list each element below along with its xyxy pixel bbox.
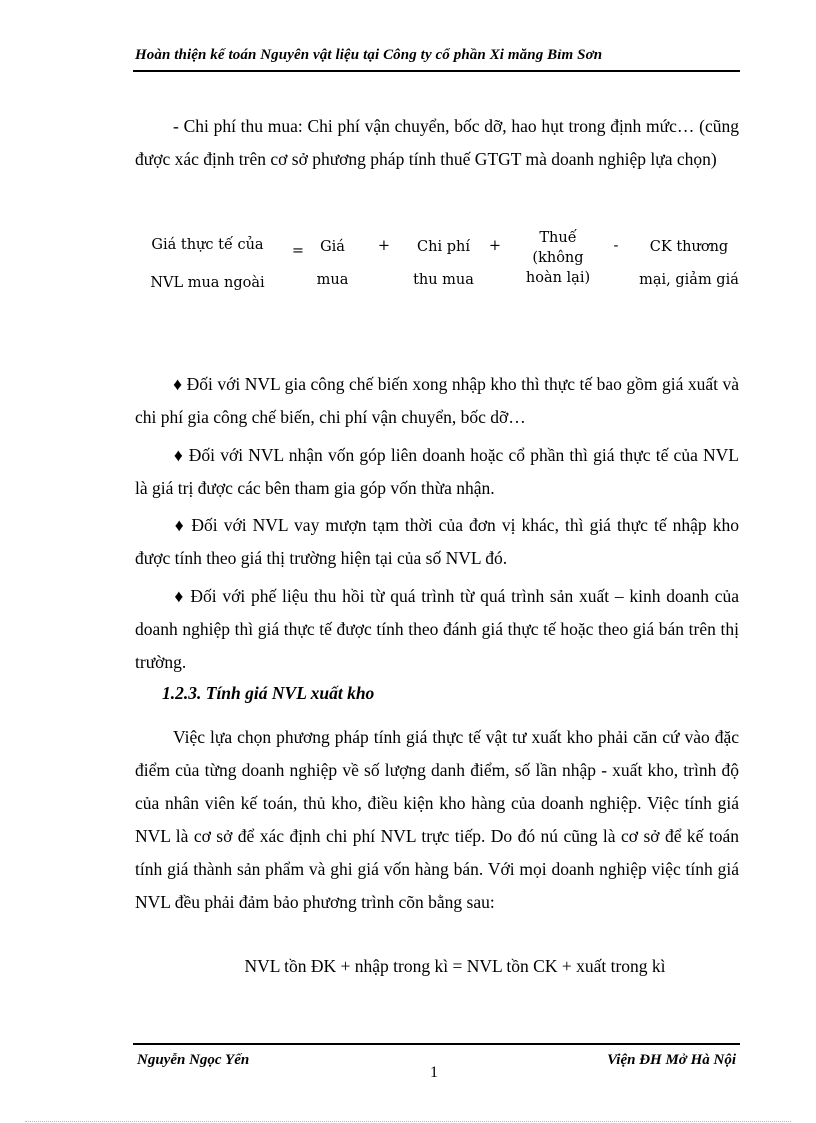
- term2-line1: Chi phí: [417, 239, 470, 255]
- term3-line2: (không: [532, 250, 584, 266]
- bullet-text-4: ♦ Đối với phế liệu thu hồi từ quá trình từ quá trình sản xuất – kinh doanh của doanh nghiệp thì giá thực tế được tính theo đánh giá thực tế hoặc theo giá bán trên thị trường.: [135, 586, 739, 672]
- page-number: 1: [430, 1064, 438, 1081]
- formula-term-tax: [518, 228, 598, 288]
- formula-minus: -: [613, 238, 619, 254]
- bullet-paragraph-2: [135, 439, 739, 505]
- term2-line2: thu mua: [413, 272, 474, 288]
- formula-plus-1: +: [377, 238, 391, 254]
- term1-line1: Giá: [320, 239, 345, 255]
- term3-line1: Thuế: [539, 230, 577, 246]
- formula-lhs-line1: Giá thực tế của: [151, 237, 264, 253]
- header-title: Hoàn thiện kế toán Nguyên vật liệu tại Công ty cổ phần Xi măng Bỉm Sơn: [135, 47, 603, 63]
- term1-line2: mua: [316, 272, 349, 288]
- formula-term-discount: [634, 231, 744, 297]
- bullet-text-3: ♦ Đối với NVL vay mượn tạm thời của đơn vị khác, thì giá thực tế nhập kho được tính theo giá thị trường hiện tại của số NVL đó.: [135, 515, 739, 568]
- section-heading: 1.2.3. Tính giá NVL xuất kho: [162, 683, 375, 703]
- formula-lhs: [140, 226, 275, 302]
- term4-line2: mại, giảm giá: [639, 272, 739, 288]
- formula-term-purchase-price: [310, 231, 355, 297]
- footer-institution: Viện ĐH Mở Hà Nội: [607, 1052, 736, 1068]
- term4-line1: CK thương: [649, 239, 729, 255]
- balance-equation: [0, 956, 816, 977]
- balance-equation-text: NVL tồn ĐK + nhập trong kì = NVL tồn CK + xuất trong kì: [244, 956, 666, 976]
- section-paragraph: [135, 721, 739, 919]
- term3-line3: hoàn lại): [525, 270, 591, 286]
- footer-divider: [133, 1043, 740, 1045]
- formula-equals: =: [291, 243, 305, 259]
- section-paragraph-text: Việc lựa chọn phương pháp tính giá thực tế vật tư xuất kho phải căn cứ vào đặc điểm của từng doanh nghiệp về số lượng danh điểm, số lần nhập - xuất kho, trình độ của nhân viên kế toán, thủ kho, điều kiện kho hàng của doanh nghiệp. Việc tính giá NVL là cơ sở để xác định chi phí NVL trực tiếp. Do đó nú cũng là cơ sở để kế toán tính giá thành sản phẩm và ghi giá vốn hàng bán. Với mọi doanh nghiệp việc tính giá NVL đều phải đảm bảo phương trình cõn bằng sau:: [135, 727, 739, 912]
- bullet-paragraph-1: [135, 368, 739, 434]
- intro-text: - Chi phí thu mua: Chi phí vận chuyển, bốc dỡ, hao hụt trong định mức… (cũng được xác định trên cơ sở phương pháp tính thuế GTGT mà doanh nghiệp lựa chọn): [135, 116, 739, 169]
- bullet-paragraph-3: [135, 509, 739, 575]
- bullet-text-1: ♦ Đối với NVL gia công chế biến xong nhập kho thì thực tế bao gồm giá xuất và chi phí gia công chế biến, chi phí vận chuyển, bốc dỡ…: [135, 374, 739, 427]
- bullet-text-2: ♦ Đối với NVL nhận vốn góp liên doanh hoặc cổ phần thì giá thực tế của NVL là giá trị được các bên tham gia góp vốn thừa nhận.: [135, 445, 739, 498]
- formula-lhs-line2: NVL mua ngoài: [150, 275, 265, 291]
- footer-author: Nguyễn Ngọc Yến: [137, 1052, 250, 1068]
- formula-term-purchase-cost: [406, 231, 481, 297]
- page-break-line: [25, 1121, 791, 1122]
- bullet-paragraph-4: [135, 580, 739, 679]
- formula-plus-2: +: [488, 238, 502, 254]
- header-divider: [133, 70, 740, 72]
- intro-paragraph: [135, 110, 739, 176]
